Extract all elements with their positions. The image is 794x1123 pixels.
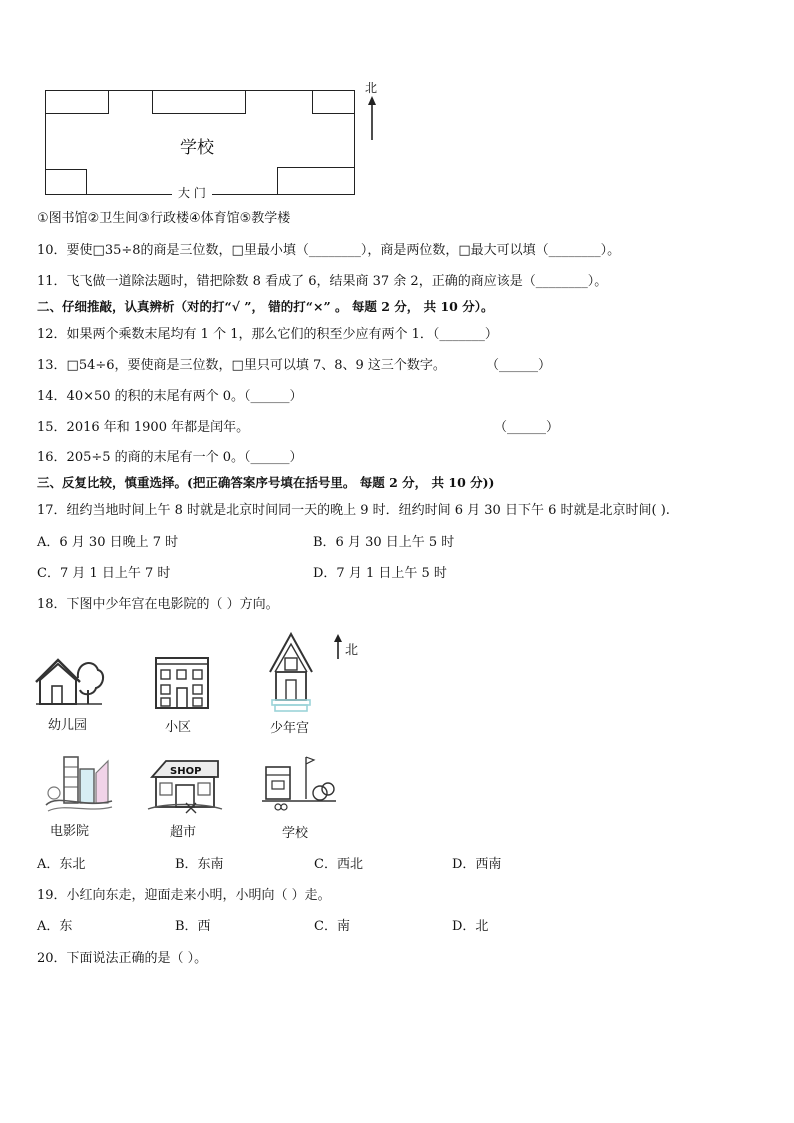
- q18-north-label: 北: [345, 643, 359, 658]
- section-2-heading: 二、仔细推敲，认真辨析（对的打“√ ”， 错的打“×” 。 每题 2 分， 共 10 分）。: [37, 299, 494, 314]
- question-12: 12．如果两个乘数末尾均有 1 个 1，那么它们的积至少应有两个 1．（_______）: [37, 327, 498, 342]
- shop-sign: SHOP: [170, 766, 202, 777]
- q19-option-b: B．西: [175, 919, 211, 934]
- youth-palace-icon: [266, 632, 316, 712]
- question-20: 20．下面说法正确的是（ ）。: [37, 951, 208, 966]
- question-11: 11．飞飞做一道除法题时，错把除数 8 看成了 6，结果商 37 余 2，正确的商应该是（________）。: [37, 274, 608, 289]
- north-arrow-icon: [366, 96, 378, 142]
- school-building-icon: [262, 755, 338, 815]
- map-building-1: [45, 90, 109, 114]
- q17-option-c: C．7 月 1 日上午 7 时: [37, 566, 171, 581]
- map-building-3: [312, 90, 355, 114]
- question-15-blank: （______）: [494, 420, 560, 435]
- place-label-cinema: 电影院: [50, 824, 90, 839]
- residential-building-icon: [152, 654, 212, 710]
- q18-north-arrow-icon: [333, 634, 343, 660]
- cinema-icon: [44, 753, 114, 815]
- section-3-heading: 三、反复比较，慎重选择。(把正确答案序号填在括号里。 每题 2 分， 共 10 分)): [37, 475, 495, 490]
- place-label-youth-palace: 少年宫: [270, 721, 310, 736]
- q17-option-a: A．6 月 30 日晚上 7 时: [37, 535, 179, 550]
- q18-option-a: A．东北: [37, 857, 86, 872]
- question-15: 15．2016 年和 1900 年都是闰年。: [37, 420, 250, 435]
- question-17: 17．纽约当地时间上午 8 时就是北京时间同一天的晚上 9 时．纽约时间 6 月 30 日下午 6 时就是北京时间( ).: [37, 503, 670, 518]
- q18-option-b: B．东南: [175, 857, 224, 872]
- map-building-4: [45, 169, 87, 195]
- question-18: 18．下图中少年宫在电影院的（ ）方向。: [37, 597, 279, 612]
- question-19: 19．小红向东走，迎面走来小明，小明向（ ）走。: [37, 888, 331, 903]
- place-label-school: 学校: [282, 826, 309, 841]
- kindergarten-icon: [36, 652, 106, 708]
- map-legend: ①图书馆②卫生间③行政楼④体育馆⑤教学楼: [37, 211, 291, 226]
- question-13: 13．□54÷6，要使商是三位数，□里只可以填 7、8、9 这三个数字。: [37, 358, 446, 373]
- place-label-supermarket: 超市: [170, 825, 197, 840]
- place-label-residential: 小区: [165, 720, 192, 735]
- question-14: 14．40×50 的积的末尾有两个 0。（______）: [37, 389, 303, 404]
- q18-option-c: C．西北: [314, 857, 363, 872]
- map-north-label: 北: [365, 81, 378, 95]
- map-building-2: [152, 90, 246, 114]
- place-label-kindergarten: 幼儿园: [48, 718, 88, 733]
- q18-option-d: D．西南: [452, 857, 502, 872]
- question-16: 16．205÷5 的商的末尾有一个 0。（______）: [37, 450, 303, 465]
- map-school-label: 学校: [180, 138, 214, 158]
- map-building-5: [277, 167, 355, 195]
- map-gate-label: 大 门: [172, 184, 212, 201]
- q19-option-d: D．北: [452, 919, 489, 934]
- q17-option-b: B．6 月 30 日上午 5 时: [313, 535, 455, 550]
- question-10: 10．要使□35÷8的商是三位数，□里最小填（________），商是两位数，□最大可以填（________）。: [37, 243, 621, 258]
- q19-option-c: C．南: [314, 919, 350, 934]
- question-13-blank: （______）: [486, 358, 552, 373]
- q17-option-d: D．7 月 1 日上午 5 时: [313, 566, 447, 581]
- q19-option-a: A．东: [37, 919, 73, 934]
